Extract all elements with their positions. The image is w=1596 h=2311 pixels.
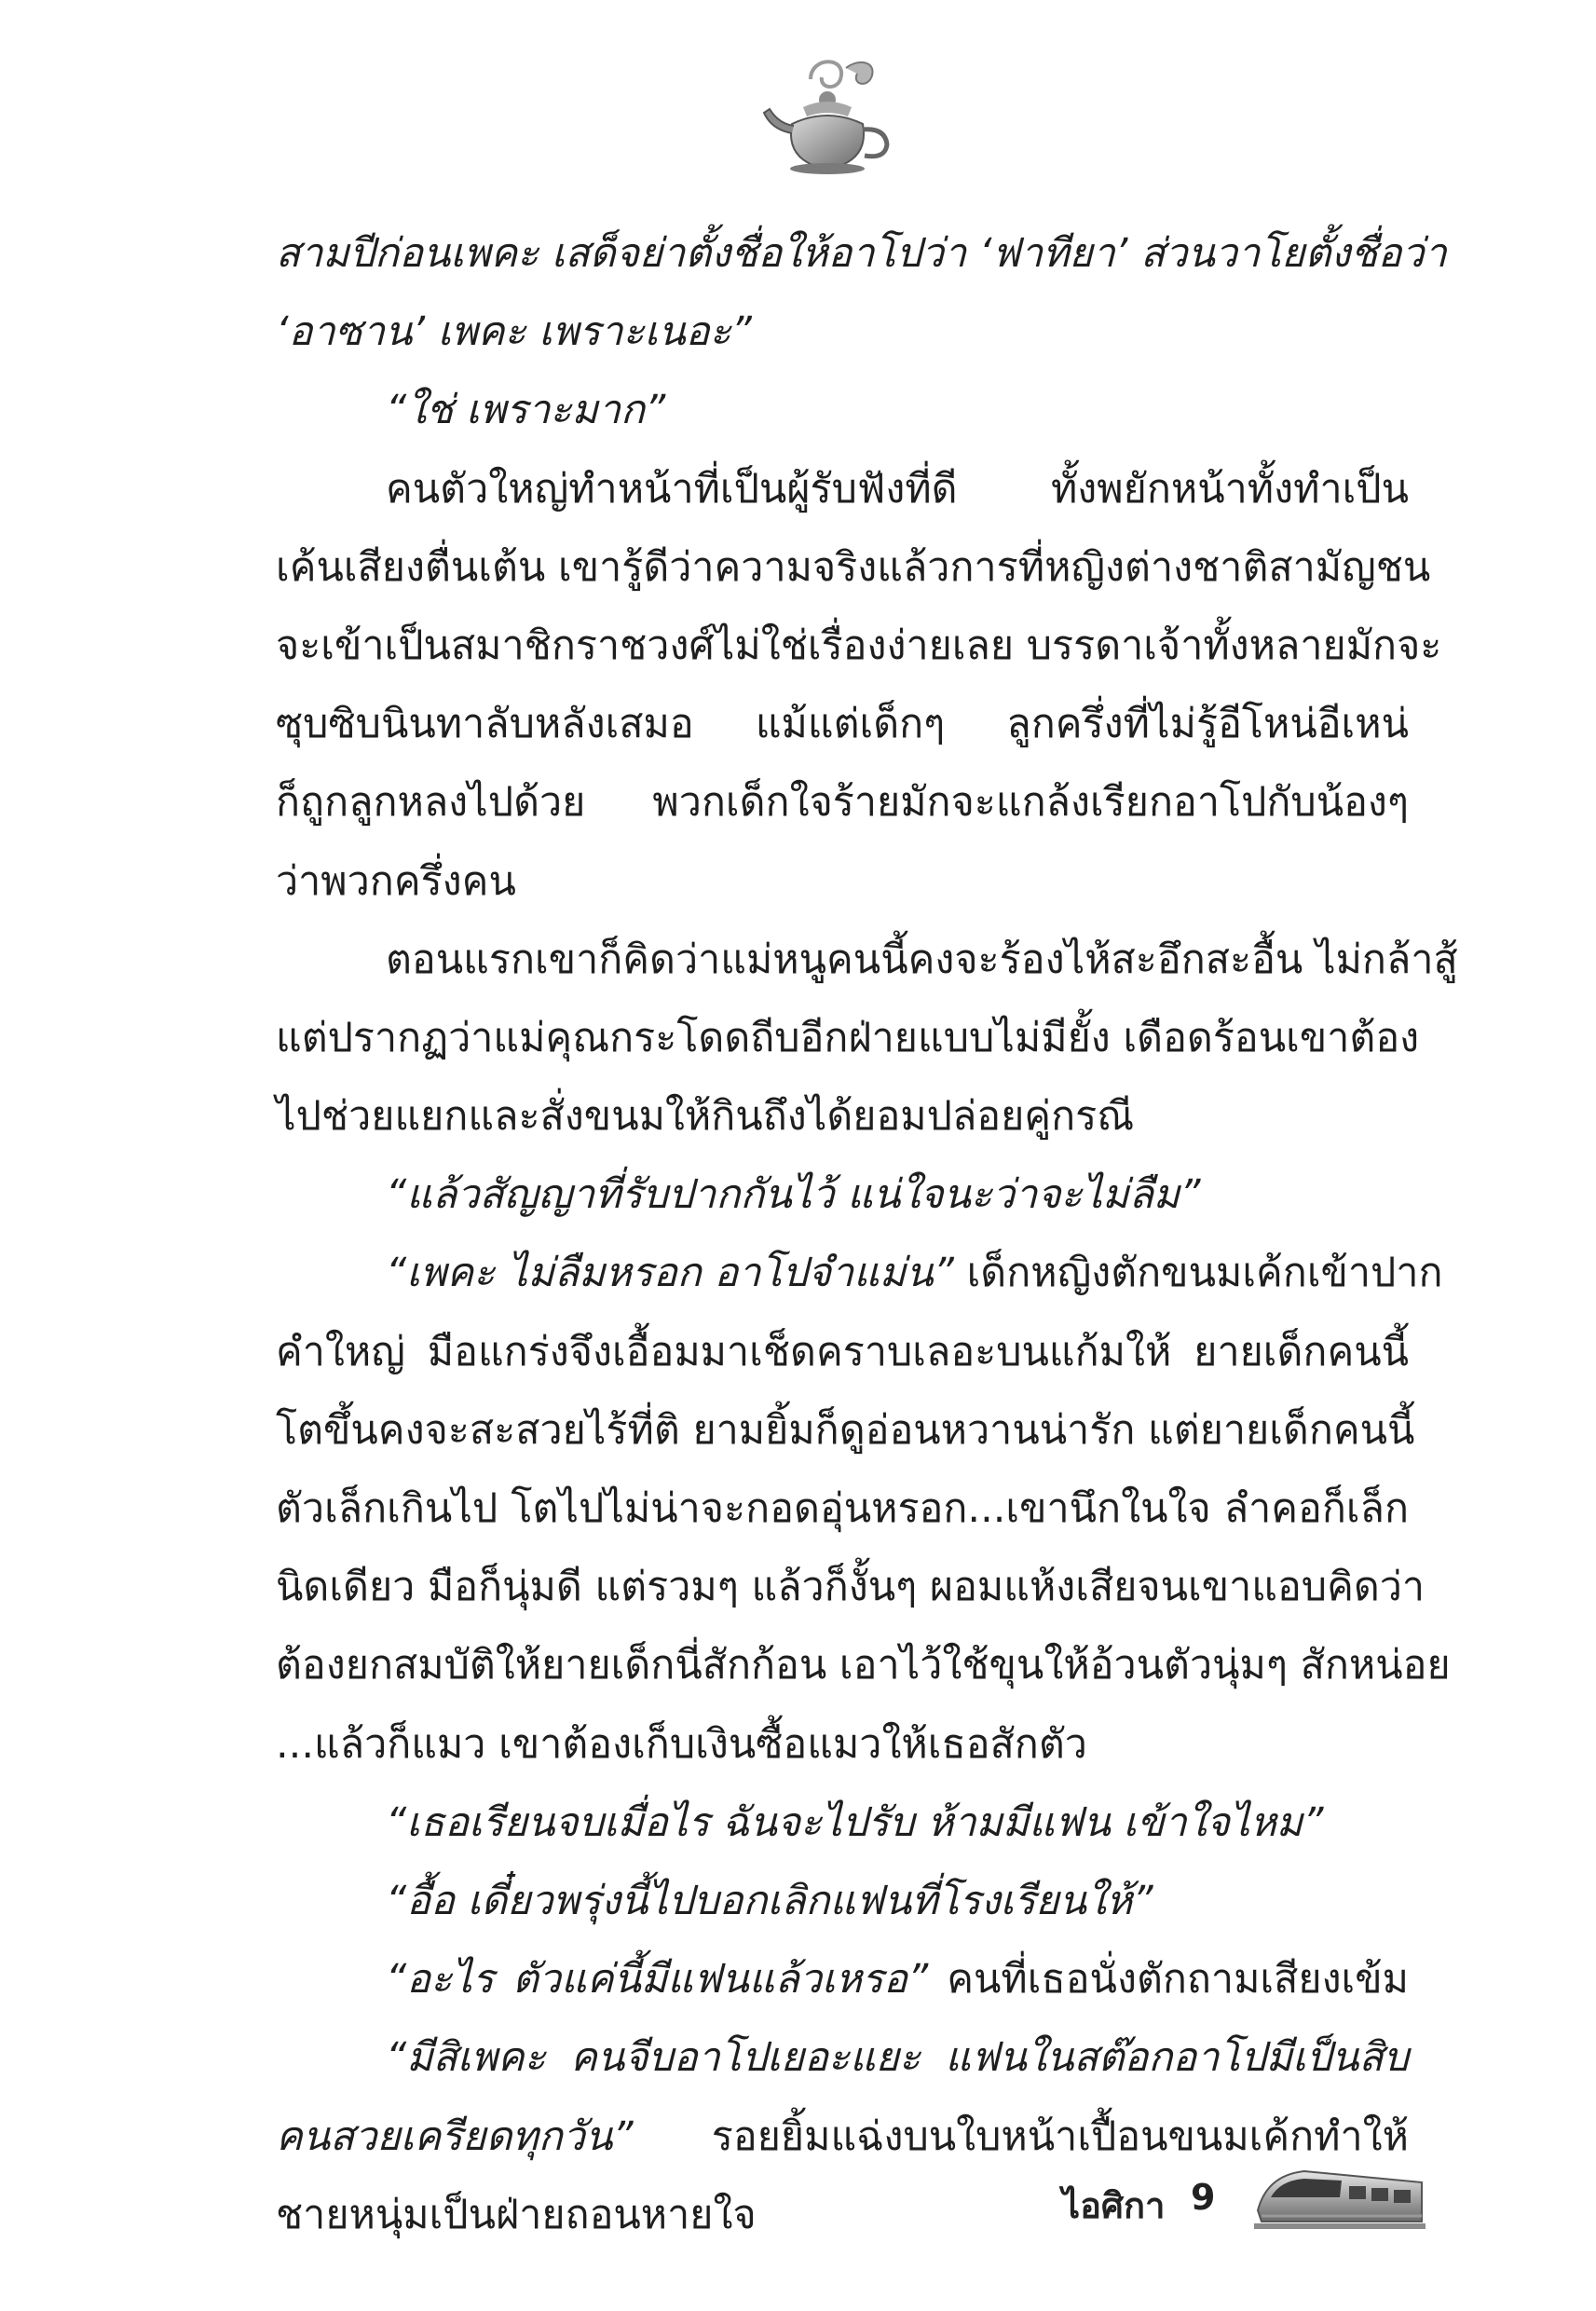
text-line: ว่าพวกครึ่งคน <box>276 857 516 905</box>
dialogue-quote: คนสวยเครียดทุกวัน” <box>276 2113 634 2160</box>
text-line: เค้นเสียงตื่นเต้น เขารู้ดีว่าความจริงแล้วการที่หญิงต่างชาติสามัญชน <box>276 543 1431 591</box>
text-line: ‘อาซาน’ เพคะ เพราะเนอะ” <box>276 308 752 356</box>
text-line <box>276 1234 1443 1312</box>
dialogue-quote: “เพคะ ไม่ลืมหรอก อาโปจำแม่น” <box>386 1250 954 1297</box>
text-line: คำใหญ่ มือแกร่งจึงเอื้อมมาเช็ดคราบเลอะบนแก้มให้ ยายเด็กคนนี้ <box>276 1328 1409 1375</box>
text-line: โตขึ้นคงจะสะสวยไร้ที่ติ ยามยิ้มก็ดูอ่อนหวานน่ารัก แต่ยายเด็กคนนี้ <box>276 1406 1415 1454</box>
text-line: ...แล้วก็แมว เขาต้องเก็บเงินซื้อแมวให้เธอสักตัว <box>276 1720 1087 1768</box>
narration: คนที่เธอนั่งตักถามเสียงเข้ม <box>928 1956 1409 2003</box>
text-line: คนตัวใหญ่ทำหน้าที่เป็นผู้รับฟังที่ดี ทั้งพยักหน้าทั้งทำเป็น <box>386 465 1409 513</box>
book-title: ไอศิกา <box>1062 2185 1166 2226</box>
text-line: ไปช่วยแยกและสั่งขนมให้กินถึงได้ยอมปล่อยคู่กรณี <box>276 1093 1135 1141</box>
text-line: “มีสิเพคะ คนจีบอาโปเยอะแยะ แฟนในสต๊อกอาโปมีเป็นสิบ <box>386 2034 1409 2082</box>
text-line: “แล้วสัญญาที่รับปากกันไว้ แน่ใจนะว่าจะไม่ลืม” <box>386 1171 1201 1219</box>
narration: รอยยิ้มแฉ่งบนใบหน้าเปื้อนขนมเค้กทำให้ <box>633 2113 1409 2160</box>
text-line: ต้องยกสมบัติให้ยายเด็กนี่สักก้อน เอาไว้ใช้ขุนให้อ้วนตัวนุ่มๆ สักหน่อย <box>276 1642 1451 1689</box>
text-line: “ใช่ เพราะมาก” <box>386 387 666 434</box>
text-line: “เธอเรียนจบเมื่อไร ฉันจะไปรับ ห้ามมีแฟน เข้าใจไหม” <box>386 1798 1324 1846</box>
text-line: แต่ปรากฏว่าแม่คุณกระโดดถีบอีกฝ่ายแบบไม่มียั้ง เดือดร้อนเขาต้อง <box>276 1014 1420 1061</box>
text-line: ชายหนุ่มเป็นฝ่ายถอนหายใจ <box>276 2191 757 2238</box>
text-line: ตัวเล็กเกินไป โตไปไม่น่าจะกอดอุ่นหรอก...เขานึกในใจ ลำคอก็เล็ก <box>276 1485 1409 1532</box>
train-icon <box>1239 2154 1425 2238</box>
text-line: ก็ถูกลูกหลงไปด้วย พวกเด็กใจร้ายมักจะแกล้งเรียกอาโปกับน้องๆ <box>276 779 1409 827</box>
page-footer <box>0 2143 1596 2255</box>
body-text <box>276 214 1458 2254</box>
dialogue-quote: “อะไร ตัวแค่นี้มีแฟนแล้วเหรอ” <box>386 1956 929 2003</box>
text-line: นิดเดียว มือก็นุ่มดี แต่รวมๆ แล้วก็งั้นๆ ผอมแห้งเสียจนเขาแอบคิดว่า <box>276 1564 1425 1611</box>
text-line <box>276 1940 1409 2018</box>
narration: เด็กหญิงตักขนมเค้กเข้าปาก <box>953 1250 1443 1297</box>
text-line: ตอนแรกเขาก็คิดว่าแม่หนูคนนี้คงจะร้องไห้สะอึกสะอื้น ไม่กล้าสู้ <box>386 936 1458 983</box>
text-line: “อื้อ เดี๋ยวพรุ่งนี้ไปบอกเลิกแฟนที่โรงเรียนให้” <box>386 1877 1153 1924</box>
text-line: สามปีก่อนเพคะ เสด็จย่าตั้งชื่อให้อาโปว่า ‘ฟาทียา’ ส่วนวาโยตั้งชื่อว่า <box>276 230 1447 277</box>
text-line: ซุบซิบนินทาลับหลังเสมอ แม้แต่เด็กๆ ลูกครึ่งที่ไม่รู้อีโหน่อีเหน่ <box>276 701 1409 748</box>
teapot-ornament-icon <box>755 51 904 191</box>
text-line: จะเข้าเป็นสมาชิกราชวงศ์ไม่ใช่เรื่องง่ายเลย บรรดาเจ้าทั้งหลายมักจะ <box>276 622 1442 669</box>
page-number: 9 <box>1191 2177 1216 2218</box>
